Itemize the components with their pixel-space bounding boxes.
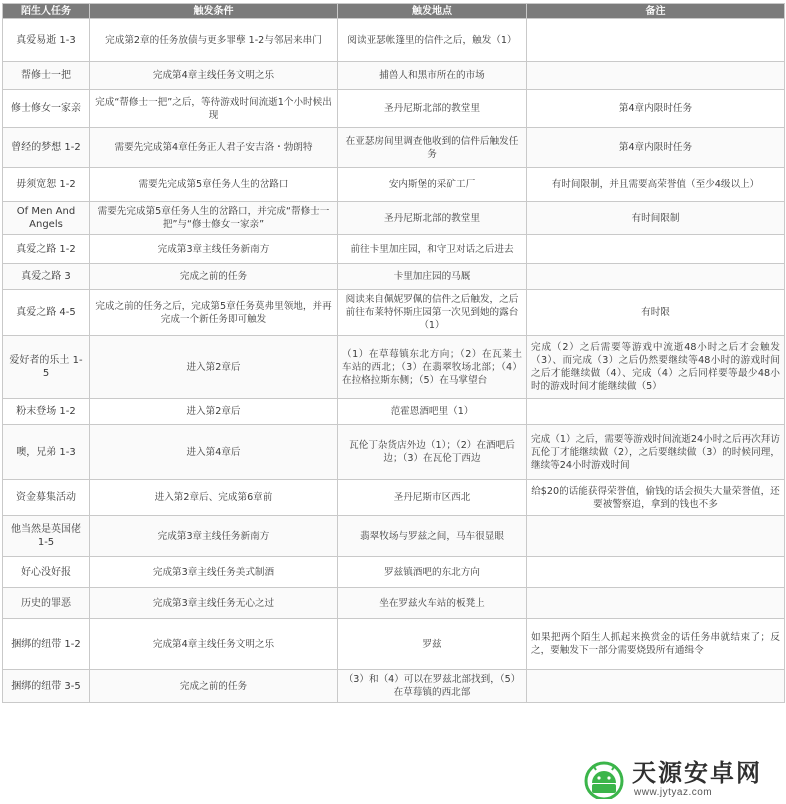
note-cell: 有时限	[527, 290, 785, 336]
table-row	[3, 128, 785, 168]
note-cell	[527, 588, 785, 619]
table-row	[3, 235, 785, 264]
location-cell: 圣丹尼斯北部的教堂里	[338, 90, 527, 128]
quest-name-cell: 爱好者的乐土 1-5	[3, 336, 90, 399]
quest-name-cell: 历史的罪恶	[3, 588, 90, 619]
condition-cell: 完成之前的任务	[90, 670, 338, 703]
condition-cell: 需要先完成第4章任务正人君子安吉洛・勃朗特	[90, 128, 338, 168]
quest-name-cell: 资金募集活动	[3, 480, 90, 516]
header-condition: 触发条件	[90, 4, 338, 19]
quest-name-cell: 好心没好报	[3, 557, 90, 588]
header-quest: 陌生人任务	[3, 4, 90, 19]
quest-name-cell: 帮修士一把	[3, 62, 90, 90]
condition-cell: 完成第4章主线任务文明之乐	[90, 619, 338, 670]
quest-name-cell: 噢，兄弟 1-3	[3, 425, 90, 480]
note-cell	[527, 264, 785, 290]
table-row	[3, 336, 785, 399]
location-cell: 坐在罗兹火车站的板凳上	[338, 588, 527, 619]
location-cell: 瓦伦丁杂货店外边（1）；（2）在酒吧后边；（3）在瓦伦丁西边	[338, 425, 527, 480]
note-cell	[527, 19, 785, 62]
location-cell: 范霍恩酒吧里（1）	[338, 399, 527, 425]
quest-name-cell: 粉末登场 1-2	[3, 399, 90, 425]
condition-cell: 完成第3章主线任务新南方	[90, 235, 338, 264]
location-cell: 捕兽人和黑市所在的市场	[338, 62, 527, 90]
note-cell	[527, 399, 785, 425]
location-cell: 安内斯堡的采矿工厂	[338, 168, 527, 202]
note-cell	[527, 670, 785, 703]
quest-name-cell: 真爱之路 4-5	[3, 290, 90, 336]
condition-cell: 完成第3章主线任务无心之过	[90, 588, 338, 619]
quest-name-cell: 真爱之路 1-2	[3, 235, 90, 264]
note-cell: 第4章内限时任务	[527, 90, 785, 128]
location-cell: 在亚瑟房间里调查他收到的信件后触发任务	[338, 128, 527, 168]
condition-cell: 完成之前的任务	[90, 264, 338, 290]
condition-cell: 完成“帮修士一把”之后，等待游戏时间流逝1个小时候出现	[90, 90, 338, 128]
quest-name-cell: 曾经的梦想 1-2	[3, 128, 90, 168]
note-cell: 有时间限制，并且需要高荣誉值（至少4级以上）	[527, 168, 785, 202]
location-cell: 阅读来自佩妮罗佩的信件之后触发，之后前往布莱特怀斯庄园第一次见到她的露台（1）	[338, 290, 527, 336]
quest-name-cell: 他当然是英国佬 1-5	[3, 516, 90, 557]
table-row	[3, 62, 785, 90]
location-cell: 翡翠牧场与罗兹之间，马车很显眼	[338, 516, 527, 557]
table-row	[3, 90, 785, 128]
table-row	[3, 480, 785, 516]
location-cell: 圣丹尼斯北部的教堂里	[338, 202, 527, 235]
watermark-title: 天源安卓网	[632, 759, 762, 787]
quest-name-cell: Of Men And Angels	[3, 202, 90, 235]
condition-cell: 完成之前的任务之后，完成第5章任务莫弗里领地，并再完成一个新任务即可触发	[90, 290, 338, 336]
quest-table	[2, 3, 785, 703]
condition-cell: 需要先完成第5章任务人生的岔路口，并完成“帮修士一把”与“修士修女一家亲”	[90, 202, 338, 235]
note-cell: 完成（2）之后需要等游戏中流逝48小时之后才会触发（3）、而完成（3）之后仍然要继续等48小时的游戏时间之后才能继续做（4）、完成（4）之后同样要等最少48小时的游戏时间才能继续做（5）	[527, 336, 785, 399]
table-row	[3, 557, 785, 588]
location-cell: 卡里加庄园的马厩	[338, 264, 527, 290]
note-cell: 给$20的话能获得荣誉值，偷钱的话会损失大量荣誉值，还要被警察追，拿到的钱也不多	[527, 480, 785, 516]
quest-name-cell: 毋须宽恕 1-2	[3, 168, 90, 202]
location-cell: （1）在草莓镇东北方向；（2）在瓦莱土车站的西北；（3）在翡翠牧场北部；（4）在拉格拉斯东侧；（5）在马掌望台	[338, 336, 527, 399]
table-row	[3, 619, 785, 670]
quest-name-cell: 真爱之路 3	[3, 264, 90, 290]
location-cell: 前往卡里加庄园，和守卫对话之后进去	[338, 235, 527, 264]
table-row	[3, 202, 785, 235]
condition-cell: 完成第3章主线任务美式制酒	[90, 557, 338, 588]
condition-cell: 完成第3章主线任务新南方	[90, 516, 338, 557]
android-logo-icon	[582, 759, 626, 799]
site-watermark	[582, 757, 782, 801]
table-row	[3, 670, 785, 703]
note-cell	[527, 235, 785, 264]
table-row	[3, 168, 785, 202]
table-row	[3, 425, 785, 480]
location-cell: （3）和（4）可以在罗兹北部找到，（5）在草莓镇的西北部	[338, 670, 527, 703]
location-cell: 阅读亚瑟帐篷里的信件之后，触发（1）	[338, 19, 527, 62]
condition-cell: 进入第2章后	[90, 399, 338, 425]
table-row	[3, 588, 785, 619]
quest-name-cell: 真爱易逝 1-3	[3, 19, 90, 62]
condition-cell: 完成第2章的任务放债与更多罪孽 1-2与邻居来串门	[90, 19, 338, 62]
table-row	[3, 516, 785, 557]
quest-name-cell: 捆绑的纽带 3-5	[3, 670, 90, 703]
note-cell	[527, 516, 785, 557]
location-cell: 罗兹镇酒吧的东北方向	[338, 557, 527, 588]
note-cell	[527, 62, 785, 90]
condition-cell: 进入第2章后	[90, 336, 338, 399]
condition-cell: 进入第2章后、完成第6章前	[90, 480, 338, 516]
note-cell: 有时间限制	[527, 202, 785, 235]
condition-cell: 进入第4章后	[90, 425, 338, 480]
header-note: 备注	[527, 4, 785, 19]
condition-cell: 完成第4章主线任务文明之乐	[90, 62, 338, 90]
table-row	[3, 399, 785, 425]
table-row	[3, 264, 785, 290]
note-cell	[527, 557, 785, 588]
note-cell: 完成（1）之后，需要等游戏时间流逝24小时之后再次拜访瓦伦丁才能继续做（2），之后要继续做（3）的时候同理，继续等24小时游戏时间	[527, 425, 785, 480]
header-location: 触发地点	[338, 4, 527, 19]
note-cell: 第4章内限时任务	[527, 128, 785, 168]
watermark-url: www.jytyaz.com	[634, 787, 713, 798]
note-cell: 如果把两个陌生人抓起来换赏金的话任务串就结束了；反之，要触发下一部分需要烧毁所有通缉令	[527, 619, 785, 670]
table-row	[3, 19, 785, 62]
quest-name-cell: 修士修女一家亲	[3, 90, 90, 128]
table-row	[3, 290, 785, 336]
condition-cell: 需要先完成第5章任务人生的岔路口	[90, 168, 338, 202]
table-header-row	[3, 4, 785, 19]
location-cell: 罗兹	[338, 619, 527, 670]
quest-name-cell: 捆绑的纽带 1-2	[3, 619, 90, 670]
location-cell: 圣丹尼斯市区西北	[338, 480, 527, 516]
